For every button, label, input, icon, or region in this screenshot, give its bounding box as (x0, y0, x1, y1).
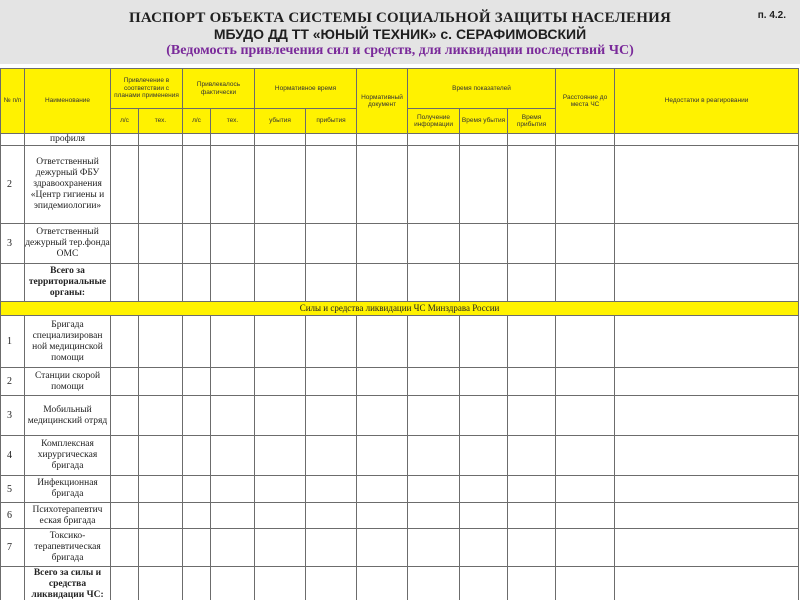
empty-cell (211, 368, 255, 396)
sub-time-arrival: Время прибытия (508, 109, 556, 134)
row-name: Всего за силы и средства ликвидации ЧС: (25, 567, 111, 600)
empty-cell (211, 567, 255, 600)
row-number: 1 (1, 316, 25, 368)
table-row (1, 224, 799, 264)
empty-cell (306, 476, 357, 503)
empty-cell (460, 134, 508, 146)
empty-cell (111, 436, 139, 476)
empty-cell (139, 529, 183, 567)
row-number (1, 134, 25, 146)
empty-cell (615, 316, 799, 368)
empty-cell (408, 224, 460, 264)
row-name: Всего за территориальные органы: (25, 264, 111, 302)
sub-ls-actual: л/с (183, 109, 211, 134)
empty-cell (211, 476, 255, 503)
sub-arrival: прибытия (306, 109, 357, 134)
empty-cell (408, 503, 460, 529)
empty-cell (556, 396, 615, 436)
empty-cell (408, 146, 460, 224)
empty-cell (111, 503, 139, 529)
empty-cell (556, 146, 615, 224)
empty-cell (460, 224, 508, 264)
row-name: Токсико-терапевтическая бригада (25, 529, 111, 567)
empty-cell (255, 436, 306, 476)
row-name: Ответственный дежурный ФБУ здравоохранения «Центр гигиены и эпидемиологии» (25, 146, 111, 224)
row-number: 4 (1, 436, 25, 476)
empty-cell (255, 224, 306, 264)
empty-cell (460, 264, 508, 302)
empty-cell (139, 503, 183, 529)
empty-cell (139, 476, 183, 503)
empty-cell (556, 224, 615, 264)
empty-cell (111, 396, 139, 436)
empty-cell (306, 436, 357, 476)
empty-cell (306, 134, 357, 146)
empty-cell (357, 368, 408, 396)
empty-cell (508, 134, 556, 146)
empty-cell (306, 396, 357, 436)
empty-cell (615, 396, 799, 436)
col-distance: Расстояние до места ЧС (556, 69, 615, 134)
empty-cell (615, 264, 799, 302)
empty-cell (183, 224, 211, 264)
title-line-3: (Ведомость привлечения сил и средств, для ликвидации последствий ЧС) (166, 43, 634, 58)
empty-cell (183, 146, 211, 224)
col-norm-time: Нормативное время (255, 69, 357, 109)
table-row (1, 529, 799, 567)
empty-cell (255, 316, 306, 368)
empty-cell (508, 396, 556, 436)
empty-cell (211, 396, 255, 436)
table-row (1, 567, 799, 600)
empty-cell (615, 368, 799, 396)
empty-cell (211, 316, 255, 368)
col-planned: Привлечение в соответствии с планами применения (111, 69, 183, 109)
section-band: Силы и средства ликвидации ЧС Минздрава России (1, 302, 799, 316)
empty-cell (139, 146, 183, 224)
empty-cell (556, 436, 615, 476)
title-line-1: ПАСПОРТ ОБЪЕКТА СИСТЕМЫ СОЦИАЛЬНОЙ ЗАЩИТЫ НАСЕЛЕНИЯ (128, 10, 672, 26)
empty-cell (211, 503, 255, 529)
table-row (1, 503, 799, 529)
empty-cell (255, 503, 306, 529)
row-number: 5 (1, 476, 25, 503)
empty-cell (211, 264, 255, 302)
empty-cell (306, 567, 357, 600)
empty-cell (508, 476, 556, 503)
empty-cell (306, 529, 357, 567)
empty-cell (306, 146, 357, 224)
table-row (1, 476, 799, 503)
empty-cell (211, 224, 255, 264)
empty-cell (357, 264, 408, 302)
empty-cell (139, 396, 183, 436)
empty-cell (556, 316, 615, 368)
document-scan (0, 64, 800, 600)
table-header-row (1, 69, 799, 109)
empty-cell (460, 146, 508, 224)
empty-cell (357, 436, 408, 476)
col-name: Наименование (25, 69, 111, 134)
empty-cell (460, 368, 508, 396)
empty-cell (111, 316, 139, 368)
empty-cell (508, 316, 556, 368)
empty-cell (183, 316, 211, 368)
empty-cell (508, 567, 556, 600)
row-number: 3 (1, 224, 25, 264)
empty-cell (183, 476, 211, 503)
empty-cell (508, 224, 556, 264)
empty-cell (183, 396, 211, 436)
sub-tech-actual: тех. (211, 109, 255, 134)
empty-cell (615, 146, 799, 224)
empty-cell (139, 134, 183, 146)
empty-cell (139, 264, 183, 302)
row-name: Инфекционная бригада (25, 476, 111, 503)
empty-cell (139, 224, 183, 264)
row-name: Мобильный медицинский отряд (25, 396, 111, 436)
empty-cell (139, 316, 183, 368)
empty-cell (615, 529, 799, 567)
empty-cell (408, 476, 460, 503)
empty-cell (357, 503, 408, 529)
row-name: профиля (25, 134, 111, 146)
empty-cell (460, 436, 508, 476)
empty-cell (508, 146, 556, 224)
empty-cell (211, 436, 255, 476)
empty-cell (111, 476, 139, 503)
empty-cell (306, 224, 357, 264)
empty-cell (211, 146, 255, 224)
section-band-row (1, 302, 799, 316)
empty-cell (508, 368, 556, 396)
empty-cell (408, 368, 460, 396)
empty-cell (211, 529, 255, 567)
empty-cell (508, 503, 556, 529)
table-row (1, 316, 799, 368)
sub-time-departure: Время убытия (460, 109, 508, 134)
empty-cell (111, 529, 139, 567)
row-number: 2 (1, 146, 25, 224)
empty-cell (357, 567, 408, 600)
table-row (1, 134, 799, 146)
row-name: Психотерапевтич еская бригада (25, 503, 111, 529)
empty-cell (357, 476, 408, 503)
empty-cell (408, 567, 460, 600)
empty-cell (306, 264, 357, 302)
empty-cell (111, 264, 139, 302)
sub-departure: убытия (255, 109, 306, 134)
empty-cell (139, 436, 183, 476)
empty-cell (255, 146, 306, 224)
empty-cell (211, 134, 255, 146)
empty-cell (556, 503, 615, 529)
empty-cell (139, 567, 183, 600)
col-num: № п/п (1, 69, 25, 134)
col-indicators: Время показателей (408, 69, 556, 109)
row-name: Станции скорой помощи (25, 368, 111, 396)
empty-cell (556, 529, 615, 567)
empty-cell (111, 368, 139, 396)
empty-cell (508, 436, 556, 476)
empty-cell (111, 134, 139, 146)
empty-cell (357, 224, 408, 264)
page-reference: п. 4.2. (757, 10, 786, 21)
row-number: 7 (1, 529, 25, 567)
empty-cell (357, 529, 408, 567)
empty-cell (255, 134, 306, 146)
empty-cell (556, 476, 615, 503)
empty-cell (460, 316, 508, 368)
sub-ls-planned: л/с (111, 109, 139, 134)
empty-cell (255, 368, 306, 396)
empty-cell (306, 316, 357, 368)
empty-cell (556, 264, 615, 302)
empty-cell (615, 436, 799, 476)
empty-cell (615, 134, 799, 146)
row-number: 2 (1, 368, 25, 396)
empty-cell (183, 567, 211, 600)
empty-cell (408, 316, 460, 368)
table-row (1, 146, 799, 224)
empty-cell (408, 396, 460, 436)
empty-cell (460, 503, 508, 529)
empty-cell (460, 567, 508, 600)
col-actual: Привлекалось фактически (183, 69, 255, 109)
empty-cell (556, 368, 615, 396)
empty-cell (408, 264, 460, 302)
empty-cell (615, 476, 799, 503)
empty-cell (255, 264, 306, 302)
empty-cell (615, 503, 799, 529)
empty-cell (306, 503, 357, 529)
row-number: 6 (1, 503, 25, 529)
row-name: Комплексная хирургическая бригада (25, 436, 111, 476)
empty-cell (111, 567, 139, 600)
empty-cell (111, 146, 139, 224)
empty-cell (255, 396, 306, 436)
empty-cell (306, 368, 357, 396)
empty-cell (183, 529, 211, 567)
empty-cell (508, 264, 556, 302)
empty-cell (255, 476, 306, 503)
title-line-2: МБУДО ДД ТТ «ЮНЫЙ ТЕХНИК» с. СЕРАФИМОВСКИЙ (213, 26, 587, 42)
empty-cell (183, 264, 211, 302)
row-number: 3 (1, 396, 25, 436)
table-row (1, 368, 799, 396)
table-row (1, 436, 799, 476)
empty-cell (255, 567, 306, 600)
empty-cell (183, 134, 211, 146)
empty-cell (357, 396, 408, 436)
row-number (1, 567, 25, 600)
resources-table (0, 68, 799, 600)
empty-cell (111, 224, 139, 264)
empty-cell (183, 368, 211, 396)
empty-cell (357, 316, 408, 368)
row-name: Ответственный дежурный тер.фонда ОМС (25, 224, 111, 264)
empty-cell (357, 146, 408, 224)
empty-cell (183, 436, 211, 476)
empty-cell (408, 436, 460, 476)
col-norm-doc: Нормативный документ (357, 69, 408, 134)
empty-cell (460, 529, 508, 567)
slide-header (0, 0, 800, 64)
empty-cell (556, 134, 615, 146)
empty-cell (408, 134, 460, 146)
empty-cell (408, 529, 460, 567)
table-row (1, 264, 799, 302)
table-row (1, 396, 799, 436)
empty-cell (615, 567, 799, 600)
empty-cell (139, 368, 183, 396)
empty-cell (357, 134, 408, 146)
col-shortcomings: Недостатки в реагировании (615, 69, 799, 134)
empty-cell (183, 503, 211, 529)
empty-cell (556, 567, 615, 600)
empty-cell (615, 224, 799, 264)
row-name: Бригада специализирован ной медицинской помощи (25, 316, 111, 368)
row-number (1, 264, 25, 302)
empty-cell (508, 529, 556, 567)
empty-cell (460, 476, 508, 503)
sub-info-received: Получение информации (408, 109, 460, 134)
empty-cell (255, 529, 306, 567)
sub-tech-planned: тех. (139, 109, 183, 134)
empty-cell (460, 396, 508, 436)
